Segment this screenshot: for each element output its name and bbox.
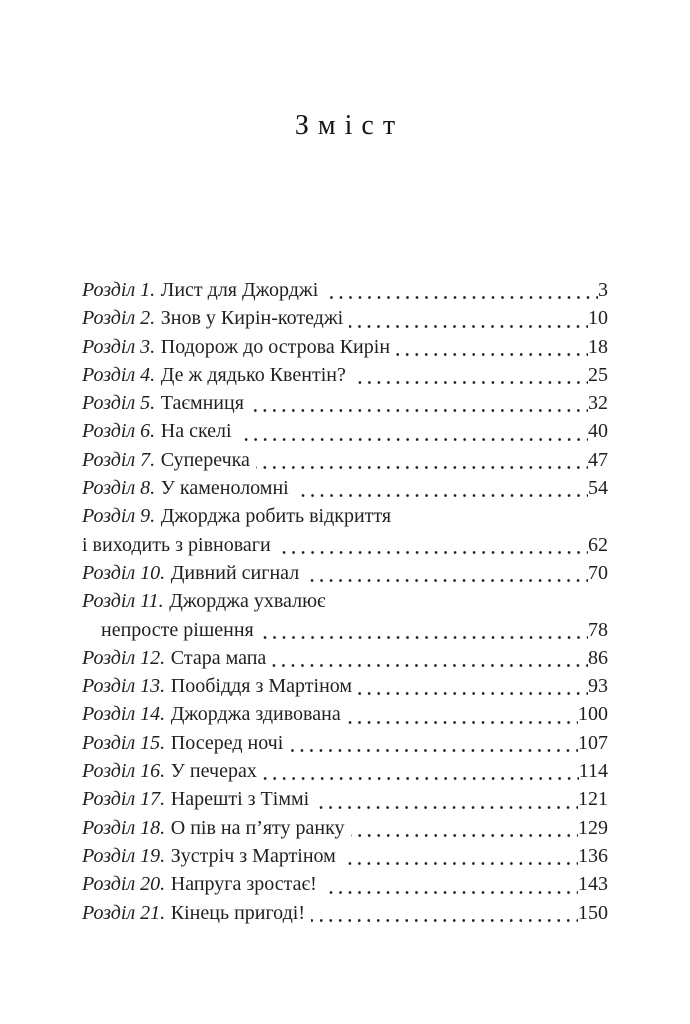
toc-entry[interactable]: [82, 899, 608, 927]
chapter-label: Розділ 7.: [82, 448, 156, 471]
chapter-label: Розділ 3.: [82, 335, 156, 358]
page-number: 25: [588, 363, 608, 386]
toc-entry-line: [82, 389, 608, 417]
toc-entry[interactable]: [82, 870, 608, 898]
chapter-title: У печерах: [170, 760, 257, 783]
chapter-label: Розділ 19.: [82, 844, 166, 867]
page-number: 54: [588, 477, 608, 500]
chapter-label: Розділ 10.: [82, 561, 166, 584]
toc-entry[interactable]: [82, 446, 608, 474]
toc-entry-line: [82, 814, 608, 842]
toc-entry[interactable]: [82, 276, 608, 304]
page-number: 150: [578, 901, 608, 924]
chapter-title: У каменоломні: [160, 477, 289, 500]
page-title: Зміст: [294, 110, 405, 141]
chapter-title: Де ж дядько Квентін?: [160, 363, 346, 386]
dot-leader: [323, 870, 578, 898]
chapter-title: Дивний сигнал: [170, 561, 300, 584]
chapter-title: Посеред ночі: [170, 731, 284, 754]
page-number: 47: [588, 448, 608, 471]
chapter-label: Розділ 17.: [82, 788, 166, 811]
dot-leader: [396, 333, 588, 361]
toc-entry[interactable]: [82, 587, 608, 644]
toc-entry[interactable]: [82, 785, 608, 813]
page-number: 143: [578, 873, 608, 896]
dot-leader: [352, 361, 588, 389]
page-number: 18: [588, 335, 608, 358]
toc-entry-line: [82, 474, 608, 502]
chapter-title: Джорджа робить відкриття: [160, 505, 392, 528]
page-number: 78: [588, 618, 608, 641]
toc-entry-line: [82, 899, 608, 927]
dot-leader: [311, 899, 578, 927]
toc-entry[interactable]: [82, 729, 608, 757]
toc-entry[interactable]: [82, 700, 608, 728]
dot-leader: [250, 389, 588, 417]
toc-entry[interactable]: [82, 361, 608, 389]
chapter-label: Розділ 9.: [82, 505, 156, 528]
page-number: 62: [588, 533, 608, 556]
chapter-label: Розділ 16.: [82, 760, 166, 783]
dot-leader: [347, 700, 578, 728]
toc-entry[interactable]: [82, 389, 608, 417]
toc-entry-line: [82, 417, 608, 445]
chapter-title: Джорджа ухвалює: [169, 590, 326, 613]
chapter-label: Розділ 12.: [82, 646, 166, 669]
toc-entry[interactable]: [82, 502, 608, 559]
dot-leader: [324, 276, 598, 304]
toc-entry[interactable]: [82, 304, 608, 332]
toc-entry[interactable]: [82, 814, 608, 842]
dot-leader: [342, 842, 578, 870]
toc-entry-line: [82, 361, 608, 389]
chapter-label: Розділ 21.: [82, 901, 166, 924]
toc-entry-line: [82, 842, 608, 870]
chapter-title: Джорджа здивована: [170, 703, 341, 726]
dot-leader: [272, 644, 588, 672]
chapter-title: О пів на п’яту ранку: [170, 816, 345, 839]
dot-leader: [277, 531, 588, 559]
chapter-label: Розділ 1.: [82, 279, 156, 301]
dot-leader: [305, 559, 588, 587]
toc-entry[interactable]: [82, 559, 608, 587]
chapter-title: Стара мапа: [170, 646, 267, 669]
toc-entry-line: [82, 502, 608, 530]
dot-leader: [295, 474, 588, 502]
chapter-title: Лист для Джорджі: [160, 279, 319, 301]
chapter-title-continued: і виходить з рівноваги: [82, 533, 271, 556]
page-number: 3: [598, 279, 608, 301]
toc-entry[interactable]: [82, 842, 608, 870]
chapter-title: На скелі: [160, 420, 232, 443]
chapter-label: Розділ 6.: [82, 420, 156, 443]
chapter-title: Таємниця: [160, 392, 244, 415]
toc-entry[interactable]: [82, 757, 608, 785]
chapter-title: Зустріч з Мартіном: [170, 844, 336, 867]
page-number: 32: [588, 392, 608, 415]
toc-entry[interactable]: [82, 474, 608, 502]
page-number: 40: [588, 420, 608, 443]
dot-leader: [349, 304, 588, 332]
toc-entry-line: [82, 870, 608, 898]
page-number: 100: [578, 703, 608, 726]
chapter-label: Розділ 11.: [82, 590, 164, 613]
page-number: 86: [588, 646, 608, 669]
toc-entry-line: [82, 276, 608, 304]
toc-entry-line: [82, 757, 608, 785]
toc-entry-line: [82, 785, 608, 813]
dot-leader: [315, 785, 578, 813]
dot-leader: [260, 616, 588, 644]
toc-entry[interactable]: [82, 333, 608, 361]
page-number: 136: [578, 844, 608, 867]
toc-entry-line-continued: [82, 616, 608, 644]
chapter-label: Розділ 2.: [82, 307, 156, 330]
toc-entry[interactable]: [82, 644, 608, 672]
toc-entry-line: [82, 644, 608, 672]
chapter-title: Напруга зростає!: [170, 873, 317, 896]
dot-leader: [289, 729, 578, 757]
toc-entry-line: [82, 672, 608, 700]
page-number: 129: [578, 816, 608, 839]
dot-leader: [256, 446, 588, 474]
toc-entry-line: [82, 700, 608, 728]
chapter-title: Суперечка: [160, 448, 250, 471]
page-number: 121: [578, 788, 608, 811]
chapter-title-continued: непросте рішення: [101, 618, 254, 641]
dot-leader: [238, 417, 588, 445]
chapter-label: Розділ 4.: [82, 363, 156, 386]
page-number: 93: [588, 675, 608, 698]
toc-entry-line: [82, 729, 608, 757]
toc-entry[interactable]: [82, 417, 608, 445]
toc-entry-line: [82, 587, 608, 615]
chapter-title: Кінець пригоді!: [170, 901, 305, 924]
toc-entry-line: [82, 559, 608, 587]
chapter-title: Пообіддя з Мартіном: [170, 675, 353, 698]
toc-entry-line: [82, 333, 608, 361]
page-number: 107: [578, 731, 608, 754]
dot-leader: [263, 757, 579, 785]
toc-entry-line: [82, 304, 608, 332]
page-number: 70: [588, 561, 608, 584]
chapter-label: Розділ 5.: [82, 392, 156, 415]
toc-entry[interactable]: [82, 672, 608, 700]
toc-entry-line: [82, 446, 608, 474]
chapter-title: Подорож до острова Кирін: [160, 335, 391, 358]
chapter-title: Нарешті з Тіммі: [170, 788, 310, 811]
chapter-label: Розділ 14.: [82, 703, 166, 726]
chapter-label: Розділ 13.: [82, 675, 166, 698]
chapter-label: Розділ 20.: [82, 873, 166, 896]
toc-entry-line-continued: [82, 531, 608, 559]
table-of-contents: [82, 276, 608, 927]
dot-leader: [351, 814, 578, 842]
dot-leader: [358, 672, 588, 700]
chapter-label: Розділ 18.: [82, 816, 166, 839]
chapter-title: Знов у Кирін-котеджі: [160, 307, 344, 330]
page-number: 114: [578, 760, 608, 783]
chapter-label: Розділ 15.: [82, 731, 166, 754]
chapter-label: Розділ 8.: [82, 477, 156, 500]
page-number: 10: [588, 307, 608, 330]
